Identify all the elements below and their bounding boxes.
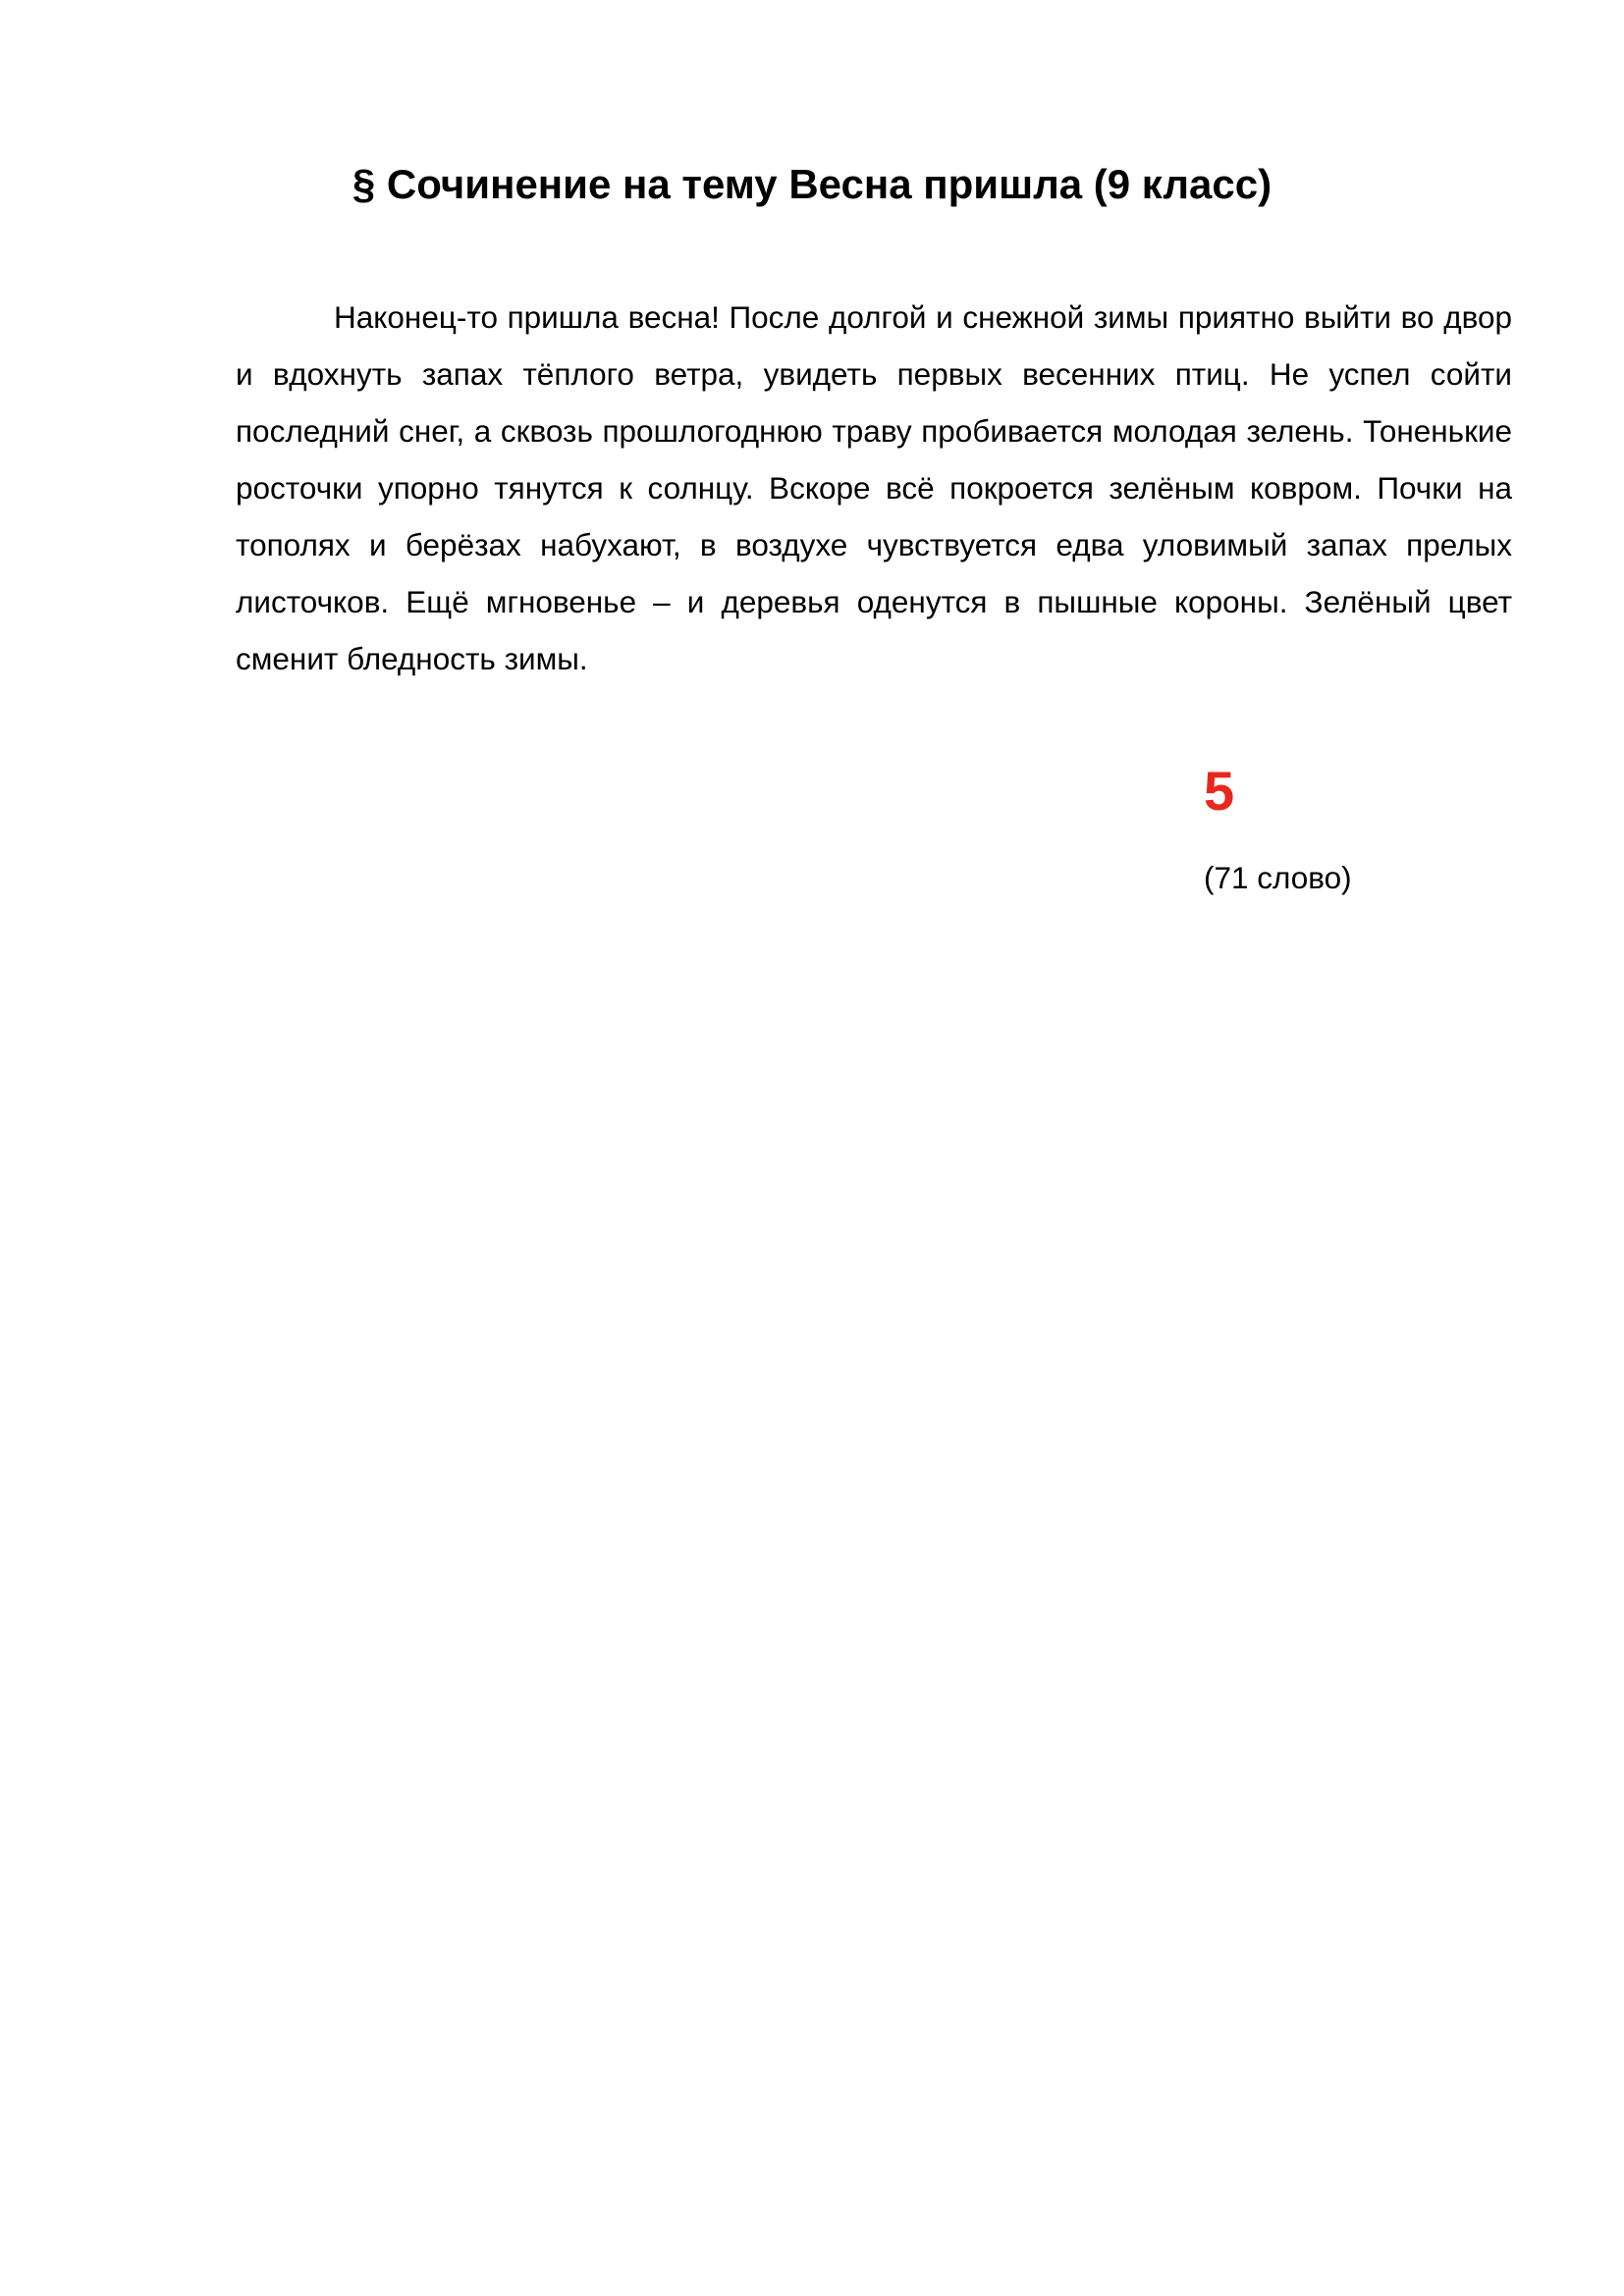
grade-mark: 5 (1204, 760, 1235, 822)
essay-body: Наконец-то пришла весна! После долгой и снежной зимы приятно выйти во двор и вдохнуть запах тёплого ветра, увидеть первых весенних птиц. Не успел сойти последний снег, а сквозь прошлогоднюю траву пробивается молодая зелень. Тоненькие росточки упорно тянутся к солнцу. Вскоре всё покроется зелёным ковром. Почки на тополях и берёзах набухают, в воздухе чувствуется едва уловимый запах прелых листочков. Ещё мгновенье – и деревья оденутся в пышные короны. Зелёный цвет сменит бледность зимы. (236, 299, 1512, 676)
word-count: (71 слово) (1204, 860, 1352, 895)
essay-title: § Сочинение на тему Весна пришла (9 класс) (352, 161, 1272, 207)
